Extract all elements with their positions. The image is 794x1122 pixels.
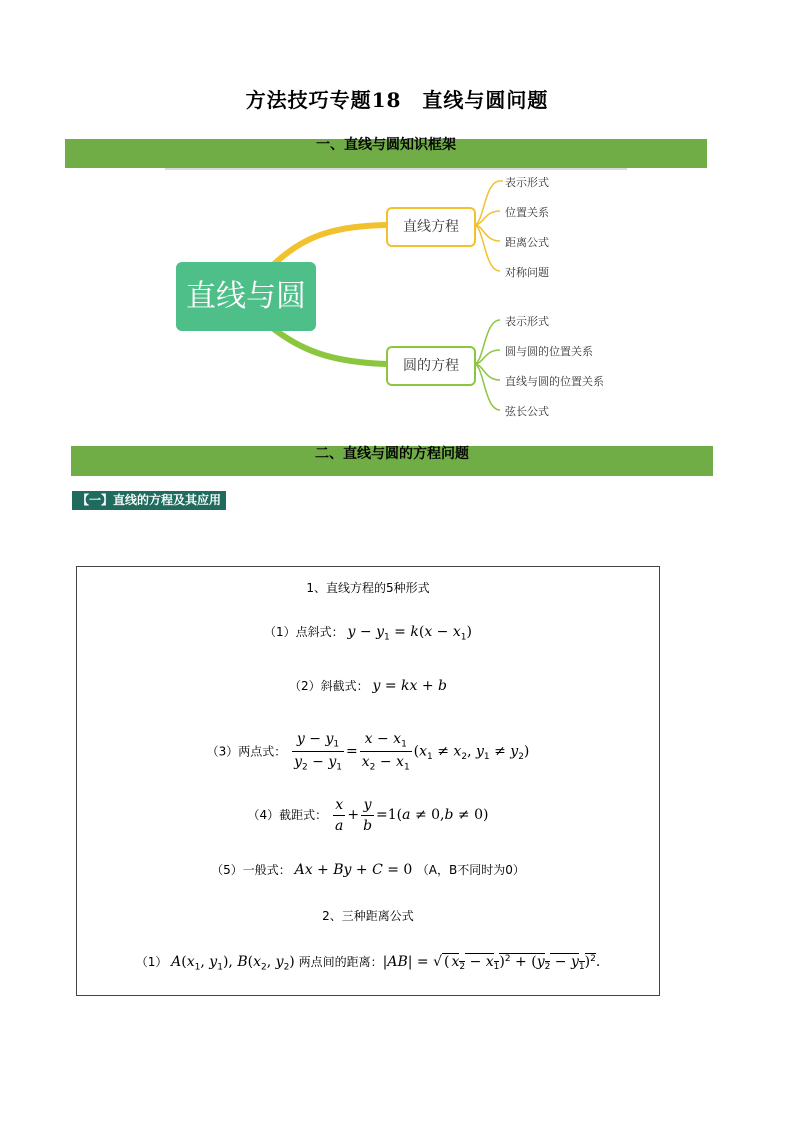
- heading-distance-formulas: 2、三种距离公式: [322, 909, 414, 923]
- section-header-equations: 二、直线与圆的方程问题: [71, 446, 713, 476]
- heading-five-forms: 1、直线方程的5种形式: [306, 581, 430, 595]
- leaf-chord-length: 弦长公式: [505, 405, 549, 418]
- formula-general: （5）一般式： Ax + By + C = 0 （A，B不同时为0）: [211, 862, 525, 878]
- leaf-line-symmetry: 对称问题: [505, 266, 549, 279]
- formula-slope-intercept: （2）斜截式： y = kx + b: [288, 678, 448, 694]
- mind-map-root: 直线与圆: [176, 262, 316, 331]
- formula-two-point-distance: （1） $A(x_1$, $y_1$), $B(x_2$, $y_2$) 两点间的距离：|AB| = √ ( $x_2 - x_1)^2 + (y_2 - y_1)^2$.: [135, 954, 601, 973]
- formula-point-slope: （1）点斜式： $y - y_1 = k(x - x_1)$: [264, 624, 472, 643]
- leaf-circle-circle-position: 圆与圆的位置关系: [505, 345, 593, 358]
- leaf-circle-forms: 表示形式: [505, 315, 549, 328]
- leaf-line-circle-position: 直线与圆的位置关系: [505, 375, 604, 388]
- leaf-line-forms: 表示形式: [505, 176, 549, 189]
- section-header-framework: 一、直线与圆知识框架: [65, 139, 707, 168]
- formula-intercept: （4）截距式： $\frac{x}{a}$ + $\frac{y}{b}$ =1(a ≠ 0,b ≠ 0): [247, 797, 489, 834]
- subsection-tag: 【一】直线的方程及其应用: [72, 491, 226, 510]
- formula-box: [76, 566, 660, 996]
- leaf-line-position: 位置关系: [505, 206, 549, 219]
- mind-map-branch-circle-equation: 圆的方程: [386, 346, 476, 386]
- leaf-line-distance: 距离公式: [505, 236, 549, 249]
- page-title: 方法技巧专题18 直线与圆问题: [245, 88, 549, 112]
- mind-map: [0, 0, 794, 430]
- mind-map-branch-line-equation: 直线方程: [386, 207, 476, 247]
- formula-two-point: （3）两点式： $\frac{y - y_1}{y_2 - y_1}$ = $\frac{x - x_1}{x_2 - x_1}$ ($x_1 \ne x_2$, $y_1 \ne y_2$): [206, 731, 530, 773]
